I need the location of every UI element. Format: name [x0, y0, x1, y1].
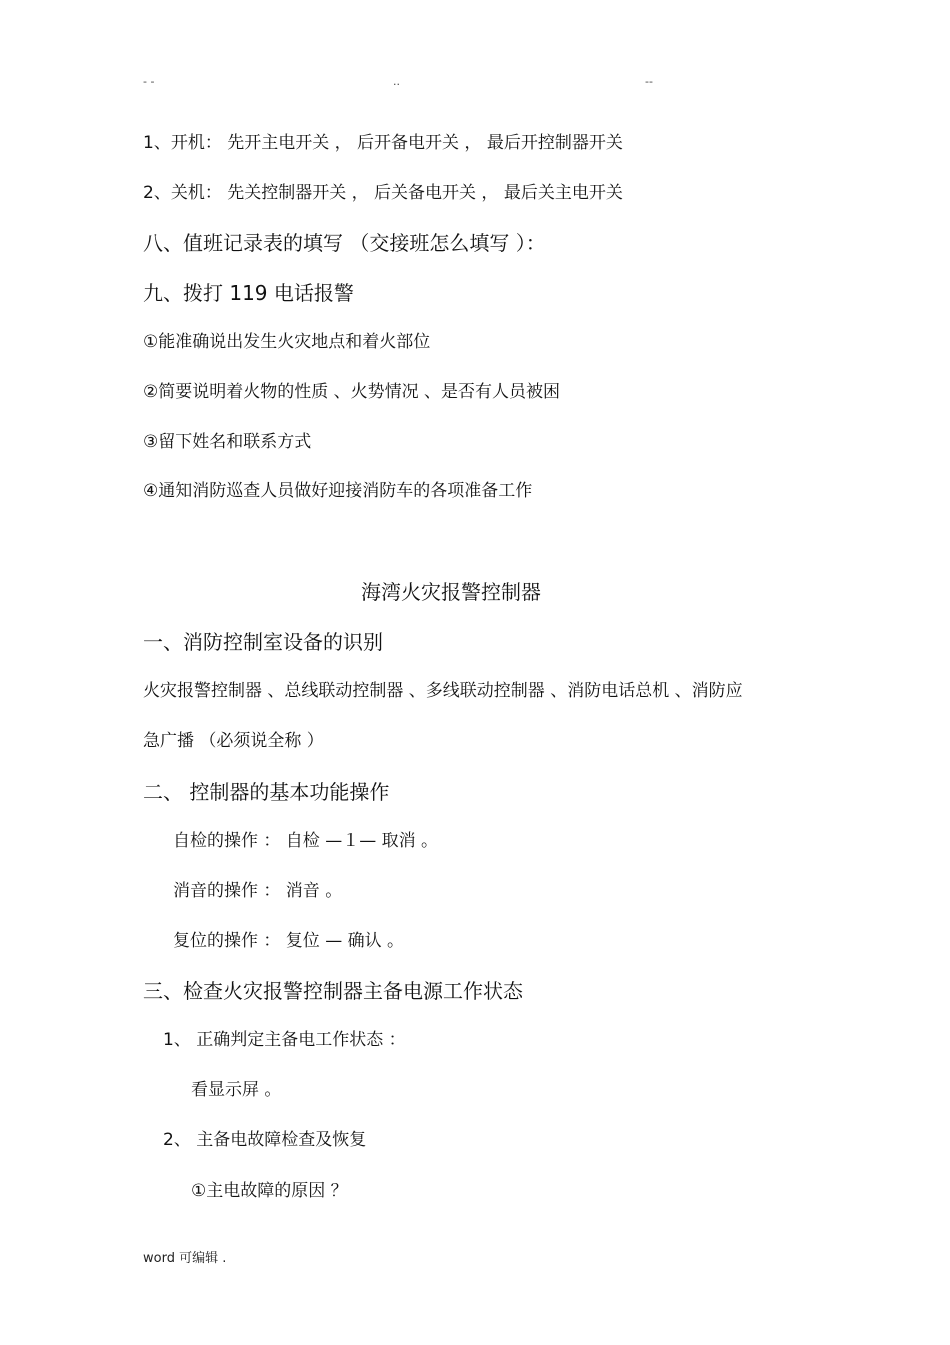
section-9-heading: 九、拨打 119 电话报警 [143, 281, 354, 305]
power-on-step: 1、开机： 先开主电开关 ， 后开备电开关 ， 最后开控制器开关 [143, 133, 623, 153]
reset-operation: 复位的操作 ： 复位 — 确认 。 [173, 931, 405, 951]
document-title: 海湾火灾报警控制器 [361, 580, 541, 604]
self-test-operation: 自检的操作 ： 自检 —１— 取消 。 [173, 831, 439, 851]
call-item-1: ①能准确说出发生火灾地点和着火部位 [143, 332, 431, 352]
mute-operation: 消音的操作 ： 消音 。 [173, 881, 343, 901]
call-item-3: ③留下姓名和联系方式 [143, 432, 312, 452]
equipment-list-line-1: 火灾报警控制器 、总线联动控制器 、多线联动控制器 、消防电话总机 、消防应 [143, 681, 743, 701]
call-item-4: ④通知消防巡查人员做好迎接消防车的各项准备工作 [143, 481, 533, 501]
section-2-heading: 二、 控制器的基本功能操作 [143, 780, 390, 804]
power-off-step: 2、关机： 先关控制器开关 ， 后关备电开关 ， 最后关主电开关 [143, 183, 623, 203]
header-right-mark: -- [645, 75, 653, 88]
call-item-2: ②简要说明着火物的性质 、火势情况 、是否有人员被困 [143, 382, 561, 402]
footer-note: word 可编辑 . [143, 1251, 227, 1266]
section-3-heading: 三、检查火灾报警控制器主备电源工作状态 [143, 979, 523, 1003]
check-display-note: 看显示屏 。 [191, 1080, 282, 1100]
power-status-item-1: 1、 正确判定主备电工作状态 ： [163, 1030, 406, 1050]
equipment-list-line-2: 急广播 （必须说全称 ） [143, 731, 324, 751]
main-power-fault-question: ①主电故障的原因 ？ [191, 1181, 348, 1201]
power-status-item-2: 2、 主备电故障检查及恢复 [163, 1130, 367, 1150]
section-1-heading: 一、消防控制室设备的识别 [143, 630, 383, 654]
header-center-mark: .. [393, 75, 400, 88]
section-8-heading: 八、值班记录表的填写 （交接班怎么填写 ）： [143, 231, 546, 255]
header-left-mark: - - [143, 75, 155, 88]
